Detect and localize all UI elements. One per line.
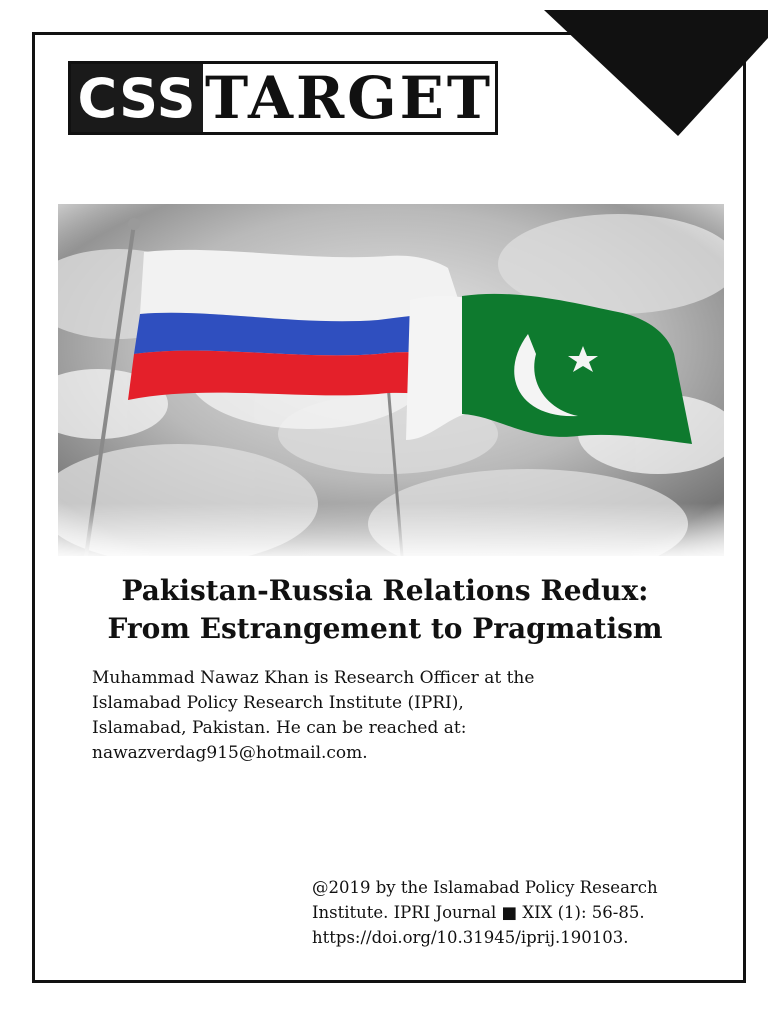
flags-photo-icon <box>58 204 724 556</box>
author-line-1: Muhammad Nawaz Khan is Research Officer at the <box>92 668 535 688</box>
logo-target-text: TARGET <box>204 64 494 132</box>
citation-block <box>312 875 742 950</box>
site-logo <box>68 61 498 135</box>
logo-css-text: CSS <box>71 64 203 132</box>
citation-line-1: @2019 by the Islamabad Policy Research <box>312 878 658 897</box>
cover-image <box>58 204 724 556</box>
title-line-1: Pakistan-Russia Relations Redux: <box>121 574 649 607</box>
author-email[interactable]: nawazverdag915@hotmail.com. <box>92 743 368 763</box>
doi-link[interactable]: https://doi.org/10.31945/iprij.190103. <box>312 928 629 947</box>
corner-ribbon-icon <box>544 10 768 136</box>
article-title <box>40 572 730 648</box>
title-line-2: From Estrangement to Pragmatism <box>107 612 663 645</box>
author-bio <box>92 666 652 766</box>
author-line-3: Islamabad, Pakistan. He can be reached at: <box>92 718 467 738</box>
author-line-2: Islamabad Policy Research Institute (IPRI), <box>92 693 464 713</box>
citation-line-2: Institute. IPRI Journal ■ XIX (1): 56-85. <box>312 903 645 922</box>
